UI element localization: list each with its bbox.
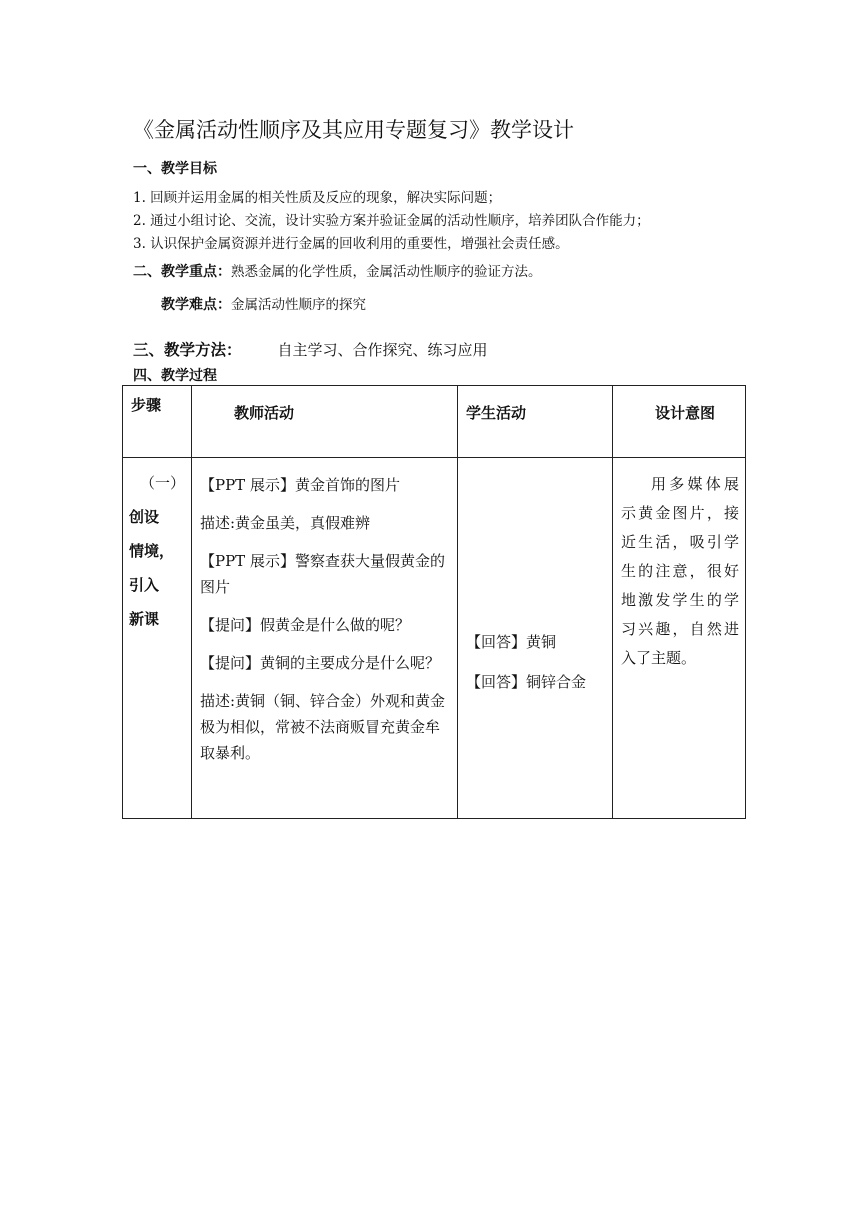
student-activity-cell (458, 458, 613, 819)
header-intent: 设计意图 (613, 386, 746, 458)
table-row (123, 458, 746, 819)
teacher-activity-cell (192, 458, 458, 819)
step-text-1: 创设 (129, 508, 160, 526)
difficulty-text: 金属活动性顺序的探究 (231, 297, 366, 313)
section-heading-process: 四、教学过程 (133, 368, 217, 384)
methods-label: 三、教学方法： (133, 341, 242, 359)
page-title: 《金属活动性顺序及其应用专题复习》教学设计 (133, 118, 574, 142)
objective-item-3: 3. 认识保护金属资源并进行金属的回收利用的重要性，增强社会责任感。 (133, 236, 569, 252)
step-number: （一） (139, 474, 185, 492)
process-table (122, 385, 746, 819)
teacher-activity-3: 【PPT 展示】警察查获大量假黄金的图片 (200, 552, 445, 596)
objective-item-2: 2. 通过小组讨论、交流，设计实验方案并验证金属的活动性顺序，培养团队合作能力； (133, 213, 650, 229)
student-answer-2: 【回答】铜锌合金 (466, 673, 587, 691)
key-points-text: 熟悉金属的化学性质，金属活动性顺序的验证方法。 (231, 264, 542, 280)
difficulty-line (161, 293, 366, 314)
step-text-2: 情境， (129, 542, 175, 560)
header-step: 步骤 (123, 386, 192, 458)
teacher-activity-6: 描述:黄铜（铜、锌合金）外观和黄金极为相似，常被不法商贩冒充黄金牟取暴利。 (200, 692, 446, 762)
teacher-activity-1: 【PPT 展示】黄金首饰的图片 (200, 476, 400, 494)
section-heading-objectives: 一、教学目标 (133, 161, 217, 177)
header-teacher: 教师活动 (192, 386, 458, 458)
methods-text: 自主学习、合作探究、练习应用 (277, 341, 488, 359)
teacher-activity-4: 【提问】假黄金是什么做的呢？ (200, 616, 411, 634)
step-text-3: 引入 (129, 576, 160, 594)
difficulty-label: 教学难点： (161, 297, 231, 313)
design-intent-text: 用多媒体展示黄金图片，接近生活，吸引学生的注意，很好地激发学生的学习兴趣，自然进入了主题。 (621, 475, 739, 667)
header-student: 学生活动 (458, 386, 613, 458)
methods-line (133, 338, 488, 360)
step-cell (123, 458, 192, 819)
objective-item-1: 1. 回顾并运用金属的相关性质及反应的现象，解决实际问题； (133, 190, 502, 206)
teacher-activity-5: 【提问】黄铜的主要成分是什么呢？ (200, 654, 441, 672)
teacher-activity-2: 描述:黄金虽美，真假难辨 (200, 514, 371, 532)
key-points-line (133, 260, 542, 281)
student-answer-1: 【回答】黄铜 (466, 633, 557, 651)
key-points-label: 二、教学重点： (133, 264, 231, 280)
design-intent-cell (613, 458, 746, 819)
table-header-row (123, 386, 746, 458)
step-text-4: 新课 (129, 610, 160, 628)
